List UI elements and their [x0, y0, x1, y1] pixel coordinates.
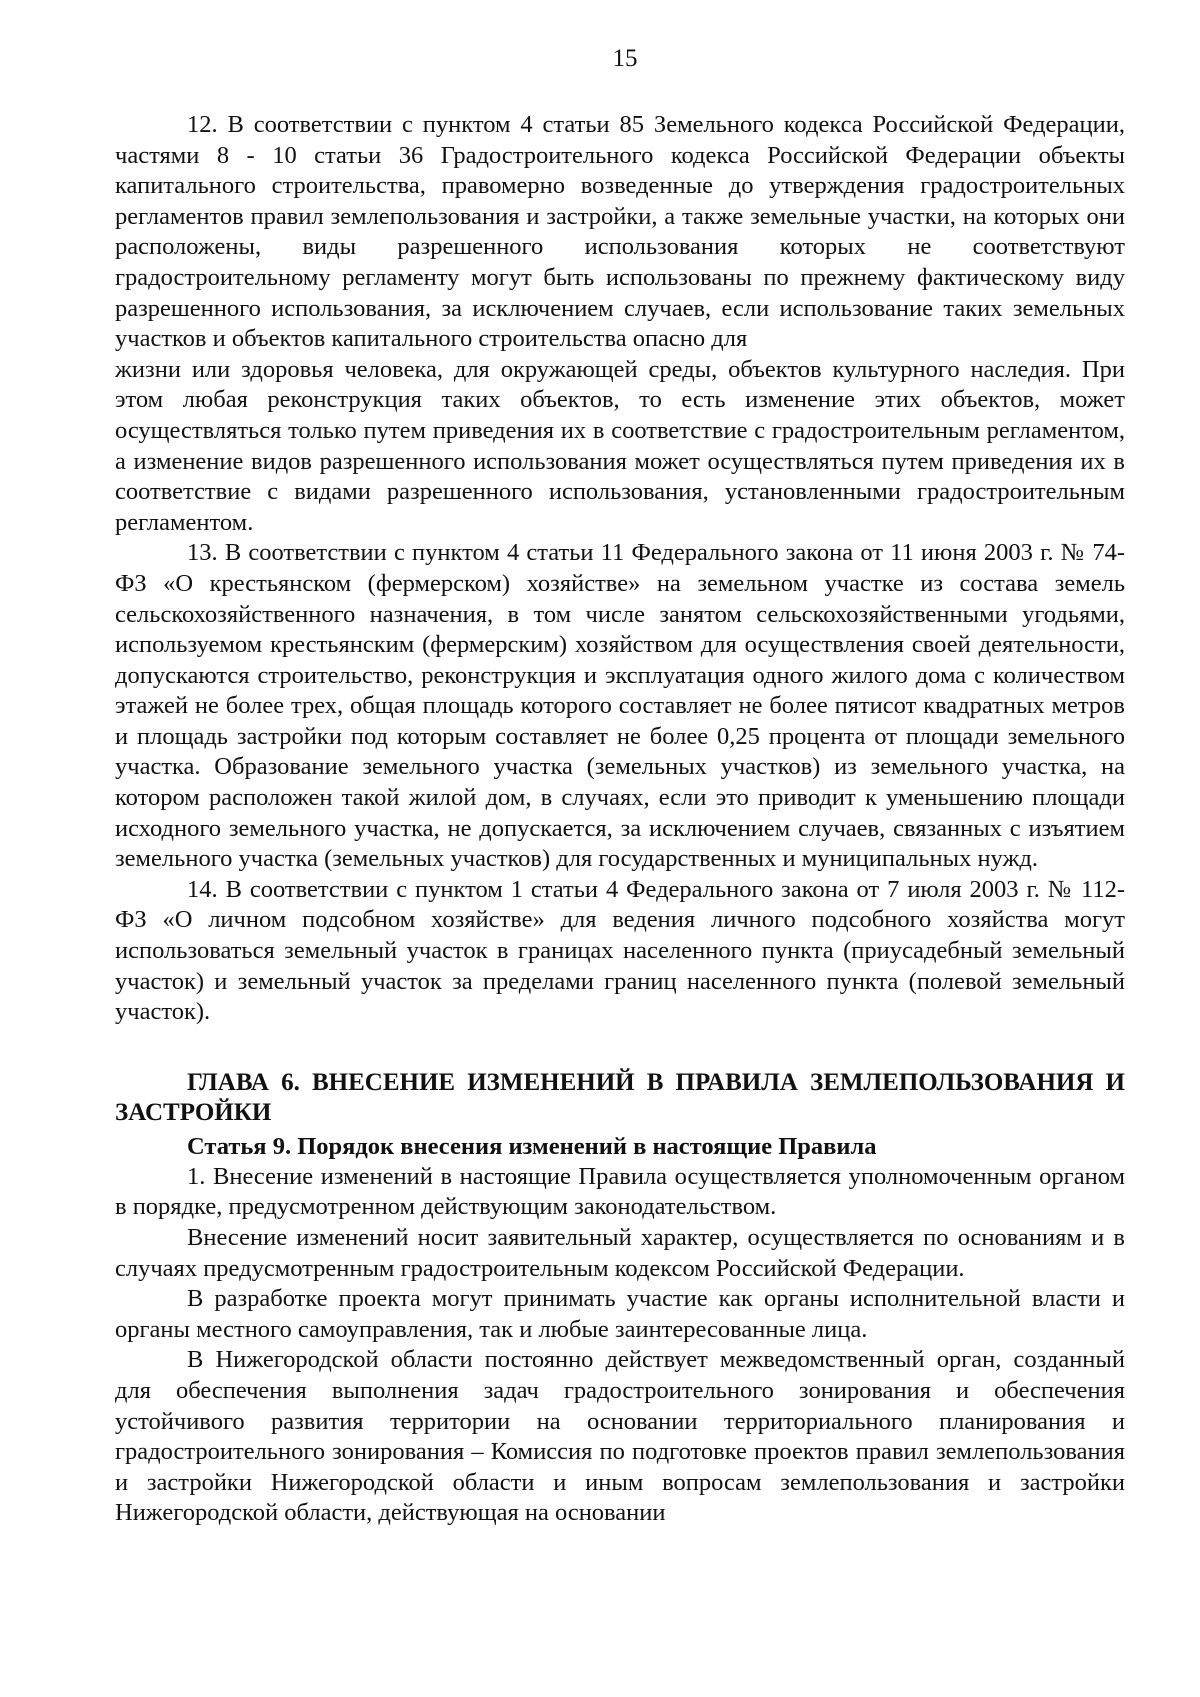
paragraph-12: 12. В соответствии с пунктом 4 статьи 85 Земельного кодекса Российской Федерации, частями 8 - 10 статьи 36 Градостроительного кодекса Российской Федерации объекты капитального строительства, правомерно возведенные до утверждения градостроительных регламентов правил землепользования и застройки, а также земельные участки, на которых они расположены, виды разрешенного использования которых не соответствуют градостроительному регламенту могут быть использованы по прежнему фактическому виду разрешенного использования, за исключением случаев, если использование таких земельных участков и объектов капитального строительства опасно для [115, 111, 1125, 353]
page-number: 15 [612, 45, 638, 72]
chapter-heading: ГЛАВА 6. ВНЕСЕНИЕ ИЗМЕНЕНИЙ В ПРАВИЛА ЗЕМЛЕПОЛЬЗОВАНИЯ И ЗАСТРОЙКИ [115, 1068, 1125, 1126]
paragraph-13: 13. В соответствии с пунктом 4 статьи 11 Федерального закона от 11 июня 2003 г. № 74-ФЗ «О крестьянском (фермерском) хозяйстве» на земельном участке из состава земель сельскохозяйственного назначения, в том числе занятом сельскохозяйственными угодьями, используемом крестьянским (фермерским) хозяйством для осуществления своей деятельности, допускаются строительство, реконструкция и эксплуатация одного жилого дома с количеством этажей не более трех, общая площадь которого составляет не более пятисот квадратных метров и площадь застройки под которым составляет не более 0,25 процента от площади земельного участка. Образование земельного участка (земельных участков) из земельного участка, на котором расположен такой жилой дом, в случаях, если это приводит к уменьшению площади исходного земельного участка, не допускается, за исключением случаев, связанных с изъятием земельного участка (земельных участков) для государственных и муниципальных нужд. [115, 539, 1125, 873]
article-9-paragraph-3: В разработке проекта могут принимать участие как органы исполнительной власти и органы местного самоуправления, так и любые заинтересованные лица. [115, 1285, 1125, 1343]
article-heading: Статья 9. Порядок внесения изменений в настоящие Правила [187, 1132, 877, 1160]
article-9-paragraph-4: В Нижегородской области постоянно действует межведомственный орган, созданный для обеспечения выполнения задач градостроительного зонирования и обеспечения устойчивого развития территории на основании территориального планирования и градостроительного зонирования – Комиссия по подготовке проектов правил землепользования и застройки Нижегородской области и иным вопросам землепользования и застройки Нижегородской области, действующая на основании [115, 1346, 1125, 1527]
article-9-paragraph-1: 1. Внесение изменений в настоящие Правила осуществляется уполномоченным органом в порядке, предусмотренном действующим законодательством. [115, 1162, 1125, 1221]
article-9-paragraph-2: Внесение изменений носит заявительный характер, осуществляется по основаниям и в случаях предусмотренным градостроительным кодексом Российской Федерации. [115, 1224, 1125, 1282]
paragraph-12-continuation: жизни или здоровья человека, для окружающей среды, объектов культурного наследия. При этом любая реконструкция таких объектов, то есть изменение этих объектов, может осуществляться только путем приведения их в соответствие с градостроительным регламентом, а изменение видов разрешенного использования может осуществляться путем приведения их в соответствие с видами разрешенного использования, установленными градостроительным регламентом. [115, 355, 1125, 536]
paragraph-14: 14. В соответствии с пунктом 1 статьи 4 Федерального закона от 7 июля 2003 г. № 112-ФЗ «О личном подсобном хозяйстве» для ведения личного подсобного хозяйства могут использоваться земельный участок в границах населенного пункта (приусадебный земельный участок) и земельный участок за пределами границ населенного пункта (полевой земельный участок). [115, 875, 1125, 1026]
document-body [115, 110, 1125, 1529]
